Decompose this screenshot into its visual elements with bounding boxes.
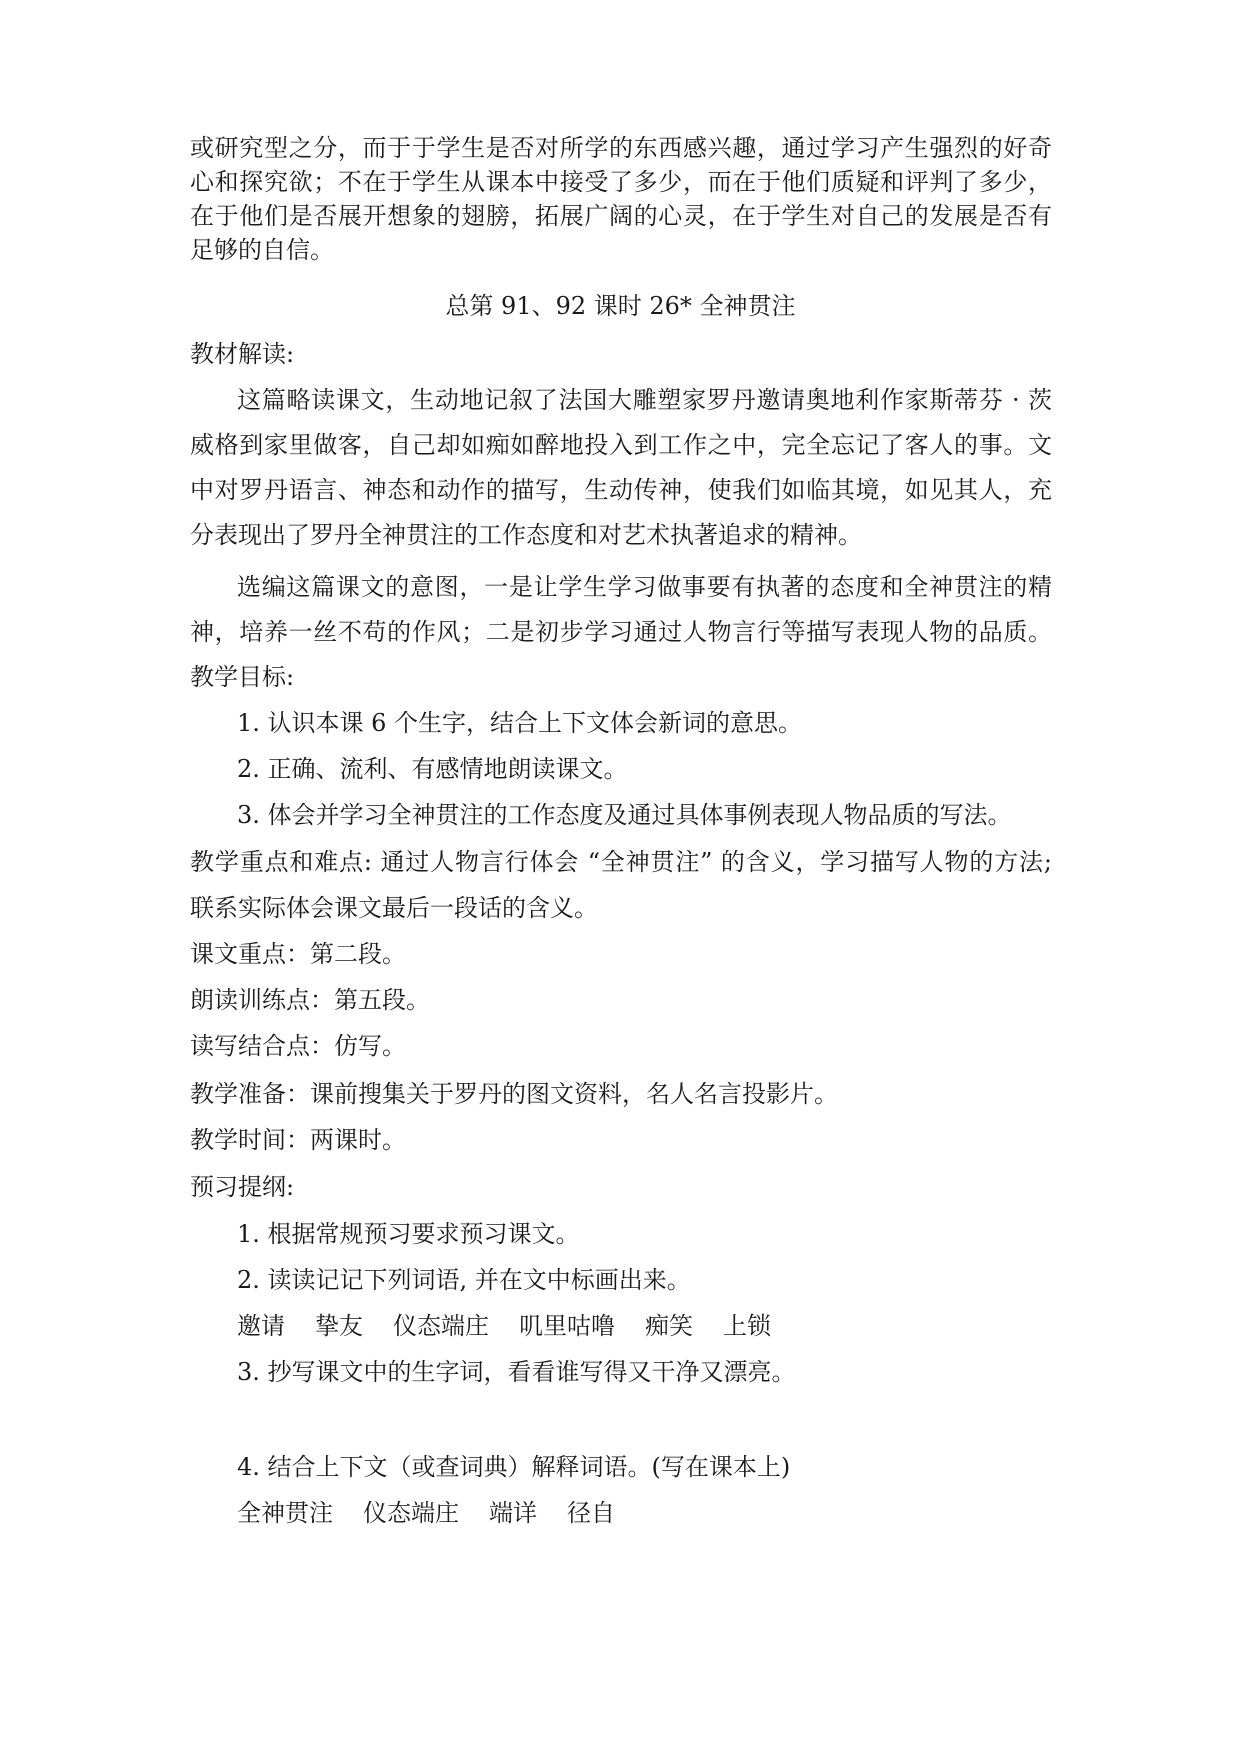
key-points-line: 教学重点和难点: 通过人物言行体会 “全神贯注” 的含义，学习描写人物的方法; (190, 848, 1052, 876)
vocabulary-list (237, 1309, 801, 1343)
reading-training-point: 朗读训练点：第五段。 (190, 986, 430, 1014)
vocabulary-list (237, 1496, 645, 1530)
intro-line: 足够的自信。 (190, 236, 334, 264)
preview-item: 4. 结合上下文（或查词典）解释词语。(写在课本上) (237, 1453, 791, 1481)
intro-line: 或研究型之分，而于于学生是否对所学的东西感兴趣，通过学习产生强烈的好奇 (190, 134, 1052, 162)
vocab-word: 径自 (567, 1499, 615, 1527)
lesson-title: 总第 91、92 课时 26* 全神贯注 (445, 292, 796, 320)
textbook-paragraph-line: 这篇略读课文，生动地记叙了法国大雕塑家罗丹邀请奥地利作家斯蒂芬 · 茨 (237, 386, 1052, 414)
textbook-paragraph-line: 中对罗丹语言、神态和动作的描写，生动传神，使我们如临其境，如见其人，充 (190, 476, 1052, 504)
textbook-paragraph-line: 神，培养一丝不苟的作风；二是初步学习通过人物言行等描写表现人物的品质。 (190, 618, 1052, 646)
preview-item: 1. 根据常规预习要求预习课文。 (237, 1220, 580, 1248)
textbook-paragraph-line: 选编这篇课文的意图，一是让学生学习做事要有执著的态度和全神贯注的精 (237, 573, 1052, 601)
preview-heading: 预习提纲: (190, 1173, 295, 1201)
intro-line: 在于他们是否展开想象的翅膀，拓展广阔的心灵，在于学生对自己的发展是否有 (190, 202, 1052, 230)
vocab-word: 仪态端庄 (363, 1499, 459, 1527)
goal-item: 3. 体会并学习全神贯注的工作态度及通过具体事例表现人物品质的写法。 (237, 801, 1012, 829)
textbook-heading: 教材解读: (190, 340, 295, 368)
textbook-paragraph-line: 威格到家里做客，自己却如痴如醉地投入到工作之中，完全忘记了客人的事。文 (190, 431, 1052, 459)
teaching-preparation: 教学准备：课前搜集关于罗丹的图文资料，名人名言投影片。 (190, 1080, 838, 1108)
vocab-word: 痴笑 (645, 1312, 693, 1340)
reading-writing-point: 读写结合点：仿写。 (190, 1032, 406, 1060)
teaching-time: 教学时间：两课时。 (190, 1126, 406, 1154)
textbook-paragraph-line: 分表现出了罗丹全神贯注的工作态度和对艺术执著追求的精神。 (190, 521, 862, 549)
goal-item: 1. 认识本课 6 个生字，结合上下文体会新词的意思。 (237, 709, 803, 737)
vocab-word: 叽里咕噜 (519, 1312, 615, 1340)
text-focus: 课文重点：第二段。 (190, 940, 406, 968)
goal-item: 2. 正确、流利、有感情地朗读课文。 (237, 755, 628, 783)
vocab-word: 邀请 (237, 1312, 285, 1340)
preview-item: 2. 读读记记下列词语, 并在文中标画出来。 (237, 1266, 691, 1294)
intro-line: 心和探究欲；不在于学生从课本中接受了多少，而在于他们质疑和评判了多少， (190, 168, 1052, 196)
vocab-word: 挚友 (315, 1312, 363, 1340)
preview-item: 3. 抄写课文中的生字词，看看谁写得又干净又漂亮。 (237, 1358, 796, 1386)
vocab-word: 全神贯注 (237, 1499, 333, 1527)
vocab-word: 端详 (489, 1499, 537, 1527)
vocab-word: 仪态端庄 (393, 1312, 489, 1340)
vocab-word: 上锁 (723, 1312, 771, 1340)
key-points-line: 联系实际体会课文最后一段话的含义。 (190, 894, 598, 922)
goals-heading: 教学目标: (190, 663, 295, 691)
